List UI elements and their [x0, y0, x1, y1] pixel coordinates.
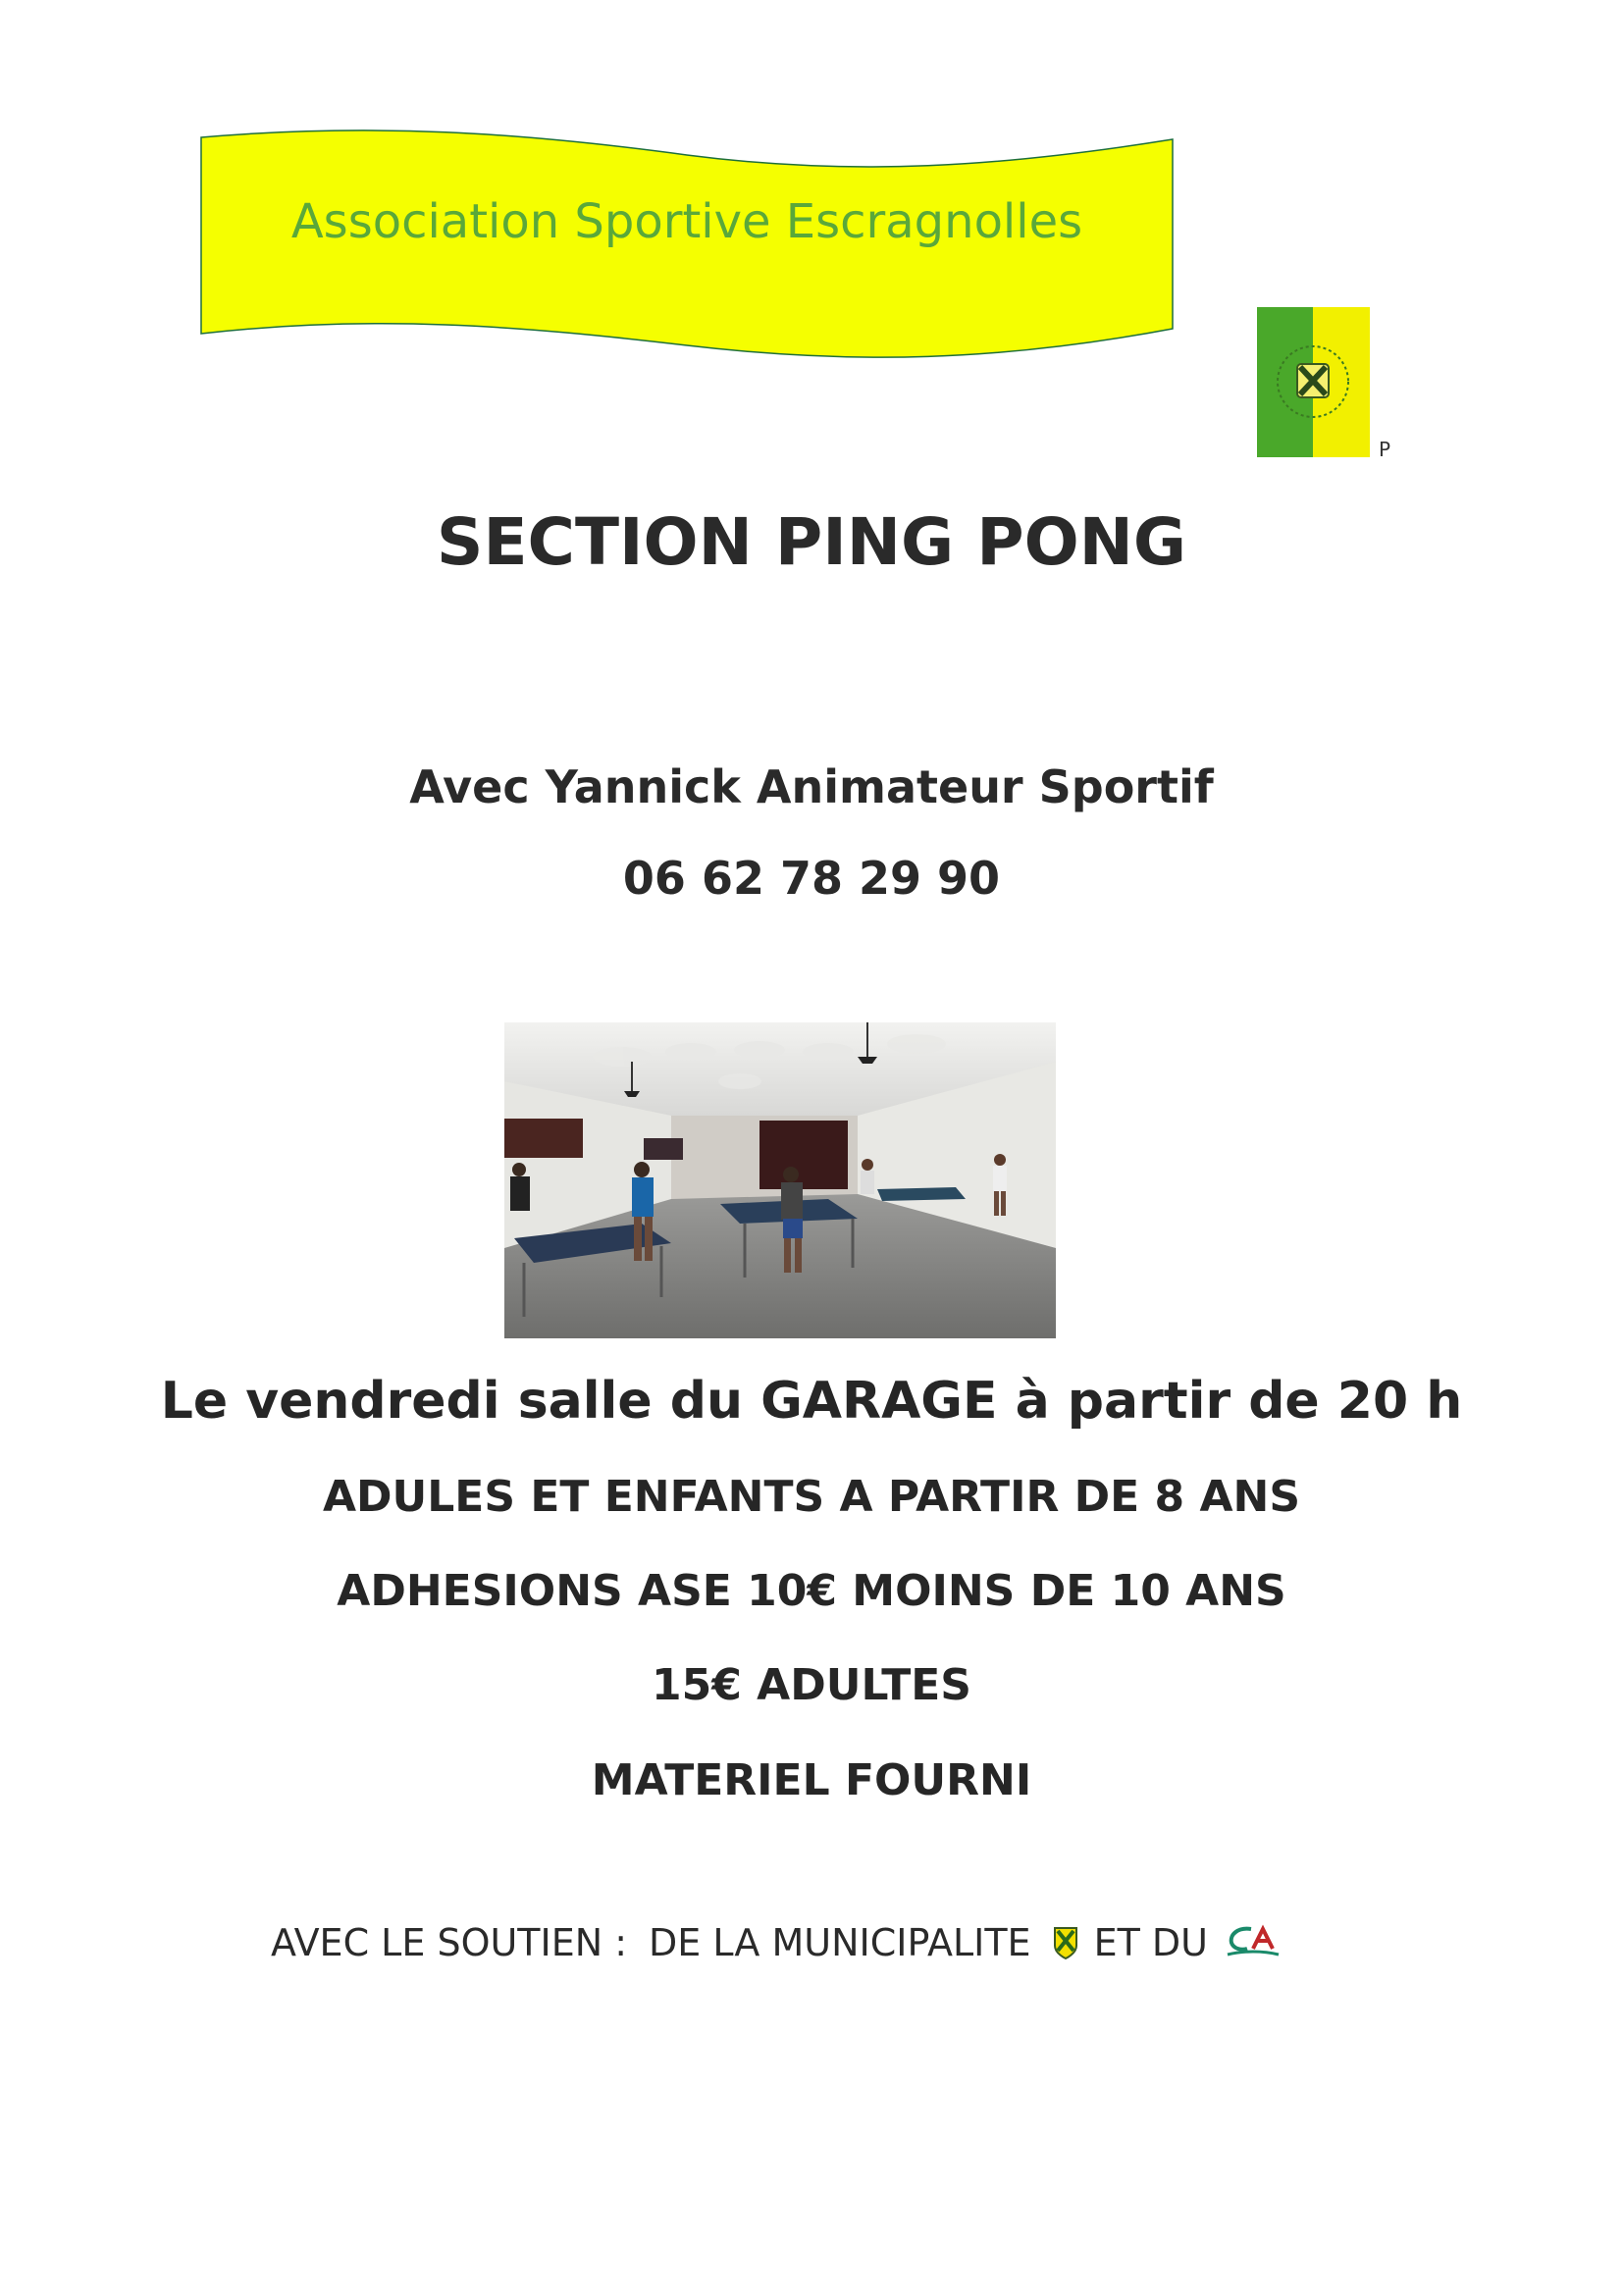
credit-agricole-logo-icon: [1224, 1923, 1283, 1962]
support-prefix: AVEC LE SOUTIEN :: [271, 1921, 628, 1964]
escragnolles-crest-icon: [1257, 307, 1370, 457]
audience-line: ADULES ET ENFANTS A PARTIR DE 8 ANS: [322, 1472, 1301, 1522]
municipality-crest-icon: [1053, 1926, 1078, 1959]
schedule-line: Le vendredi salle du GARAGE à partir de 20 h: [160, 1372, 1463, 1431]
membership-adults-line: 15€ ADULTES: [652, 1660, 971, 1710]
association-name: Association Sportive Escragnolles: [290, 194, 1083, 249]
equipment-line: MATERIEL FOURNI: [591, 1755, 1032, 1805]
support-municipality: DE LA MUNICIPALITE: [649, 1921, 1031, 1964]
phone-number: 06 62 78 29 90: [622, 852, 1001, 905]
membership-children-line: ADHESIONS ASE 10€ MOINS DE 10 ANS: [337, 1566, 1286, 1616]
animator-line: Avec Yannick Animateur Sportif: [409, 760, 1214, 813]
support-line: [271, 1921, 1283, 1964]
ping-pong-hall-photo: [504, 1022, 1056, 1338]
support-and-du: ET DU: [1093, 1921, 1208, 1964]
page-title: SECTION PING PONG: [436, 504, 1187, 580]
association-banner: [196, 128, 1178, 373]
crest-side-mark: P: [1379, 438, 1391, 461]
